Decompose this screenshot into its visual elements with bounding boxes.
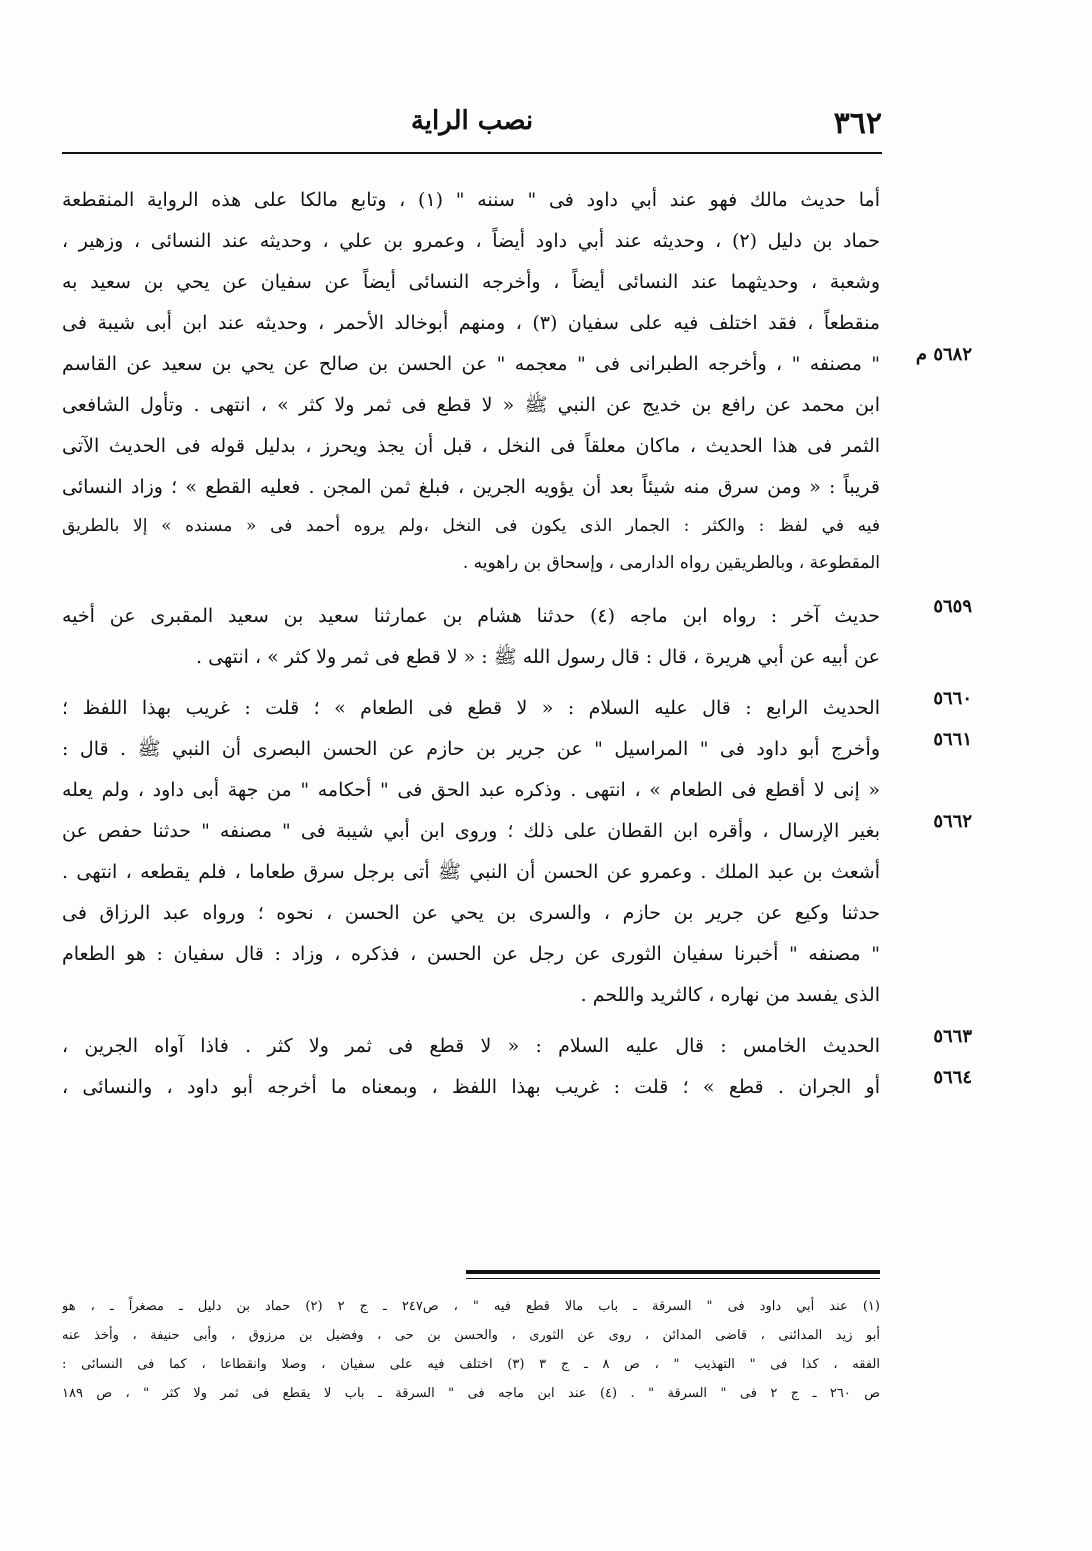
text-line: الحديث الرابع : قال عليه السلام : « لا قطع فى الطعام » ؛ قلت : غريب بهذا اللفظ ؛ (62, 697, 880, 719)
page-header (62, 100, 882, 148)
text-line: " مصنفه " ، وأخرجه الطبرانى فى " معجمه " عن الحسن بن صالح عن يحي بن سعيد عن القاسم (62, 353, 880, 375)
paragraph (62, 180, 972, 344)
page-number: ٣٦٢ (833, 106, 882, 141)
text-line: حدثنا وكيع عن جرير بن حازم ، والسرى بن يحي عن الحسن ، نحوه ؛ ورواه عبد الرزاق فى (62, 902, 880, 924)
header-divider (62, 152, 882, 154)
footnote-line: الفقه ، كذا فى " التهذيب " ، ص ٨ ـ ج ٣ (٣) اختلف فيه على سفيان ، وصلا وانقطاعا ، كما فى النسائى : (62, 1357, 880, 1372)
text-line: قريباً : « ومن سرق منه شيئاً بعد أن يؤويه الجرين ، فبلغ ثمن المجن . فعليه القطع » ؛ وزاد النسائى (62, 476, 880, 498)
text-line: عن أبيه عن أبي هريرة ، قال : قال رسول الله ﷺ : « لا قطع فى ثمر ولا كثر » ، انتهى . (195, 646, 880, 668)
footnote-line: أبو زيد المدائنى ، قاضى المدائن ، روى عن الثورى ، والحسن بن حى ، وفضيل بن مرزوق ، وأبى حنيفة ، وأخذ عنه (62, 1328, 880, 1343)
paragraph (62, 729, 972, 811)
paragraph (62, 811, 972, 1016)
text-line: فيه في لفظ : والكثر : الجمار الذى يكون فى النخل ،ولم يروه أحمد فى « مسنده » إلا بالطريق (62, 516, 880, 536)
paragraph (62, 344, 972, 582)
text-line: وأخرج أبو داود فى " المراسيل " عن جرير بن حازم عن الحسن البصرى أن النبي ﷺ . قال : (62, 738, 880, 760)
text-line: بغير الإرسال ، وأقره ابن القطان على ذلك ؛ وروى ابن أبي شيبة فى " مصنفه " حدثنا حفص عن (62, 820, 880, 842)
text-line: حماد بن دليل (٢) ، وحديثه عند أبي داود أيضاً ، وعمرو بن علي ، وحديثه عند النسائى ، وزهير ، (62, 230, 880, 252)
hadith-number: ٥٦٦٢ (933, 811, 972, 832)
paragraph (62, 1067, 972, 1108)
running-title: نصب الراية (410, 106, 534, 136)
text-line: أما حديث مالك فهو عند أبي داود فى " سننه " (١) ، وتابع مالكا على هذه الرواية المنقطعة (62, 189, 880, 211)
footnote-divider-thin (466, 1278, 880, 1279)
text-line: حديث آخر : رواه ابن ماجه (٤) حدثنا هشام بن عمارثنا سعيد بن سعيد المقبرى عن أخيه (62, 605, 880, 627)
hadith-number: ٥٦٥٩ (933, 596, 972, 617)
text-line: ابن محمد عن رافع بن خديج عن النبي ﷺ « لا قطع فى ثمر ولا كثر » ، انتهى . وتأول الشافعى (62, 394, 880, 416)
text-line: وشعبة ، وحديثهما عند النسائى أيضاً ، وأخرجه النسائى أيضاً عن سفيان عن يحي بن سعيد به (62, 271, 880, 293)
footnote-divider (466, 1270, 880, 1274)
footnote-line: (١) عند أبي داود فى " السرقة ـ باب مالا قطع فيه " ، ص٢٤٧ ـ ج ٢ (٢) حماد بن دليل ـ مصغراً ـ ، هو (62, 1299, 880, 1314)
text-line: الحديث الخامس : قال عليه السلام : « لا قطع فى ثمر ولا كثر . فاذا آواه الجرين ، (62, 1035, 880, 1057)
footnote-line: ص ٢٦٠ ـ ج ٢ فى " السرقة " . (٤) عند ابن ماجه فى " السرقة ـ باب لا يقطع فى ثمر ولا كثر " ، ص ١٨٩ (62, 1386, 880, 1401)
paragraph (62, 596, 972, 678)
text-line: الذى يفسد من نهاره ، كالثريد واللحم . (580, 984, 880, 1006)
main-text (62, 180, 972, 1108)
hadith-number: ٥٦٦١ (933, 729, 972, 750)
hadith-number: ٥٦٦٤ (933, 1067, 972, 1088)
text-line: « إنى لا أقطع فى الطعام » ، انتهى . وذكره عبد الحق فى " أحكامه " من جهة أبى داود ، ولم يعله (62, 779, 880, 801)
text-line: منقطعاً ، فقد اختلف فيه على سفيان (٣) ، ومنهم أبوخالد الأحمر ، وحديثه عند ابن أبى شيبة فى (62, 312, 880, 334)
text-line: أشعث بن عبد الملك . وعمرو عن الحسن أن النبي ﷺ أتى برجل سرق طعاما ، فلم يقطعه ، انتهى . (62, 861, 880, 883)
paragraph (62, 1026, 972, 1067)
footnotes (62, 1292, 880, 1408)
text-line: الثمر فى هذا الحديث ، ماكان معلقاً فى النخل ، قبل أن يجذ ويحرز ، بدليل قوله فى الحديث الآتى (62, 435, 880, 457)
hadith-number: ٥٦٦٠ (933, 688, 972, 709)
hadith-number: ٥٦٦٣ (933, 1026, 972, 1047)
text-line: " مصنفه " أخبرنا سفيان الثورى عن رجل عن الحسن ، فذكره ، وزاد : قال سفيان : هو الطعام (62, 943, 880, 965)
text-line: أو الجران . قطع » ؛ قلت : غريب بهذا اللفظ ، وبمعناه ما أخرجه أبو داود ، والنسائى ، (62, 1076, 880, 1098)
hadith-number: ٥٦٨٢ م (915, 344, 972, 365)
text-line: المقطوعة ، وبالطريقين رواه الدارمى ، وإسحاق بن راهويه . (462, 553, 880, 573)
paragraph (62, 688, 972, 729)
